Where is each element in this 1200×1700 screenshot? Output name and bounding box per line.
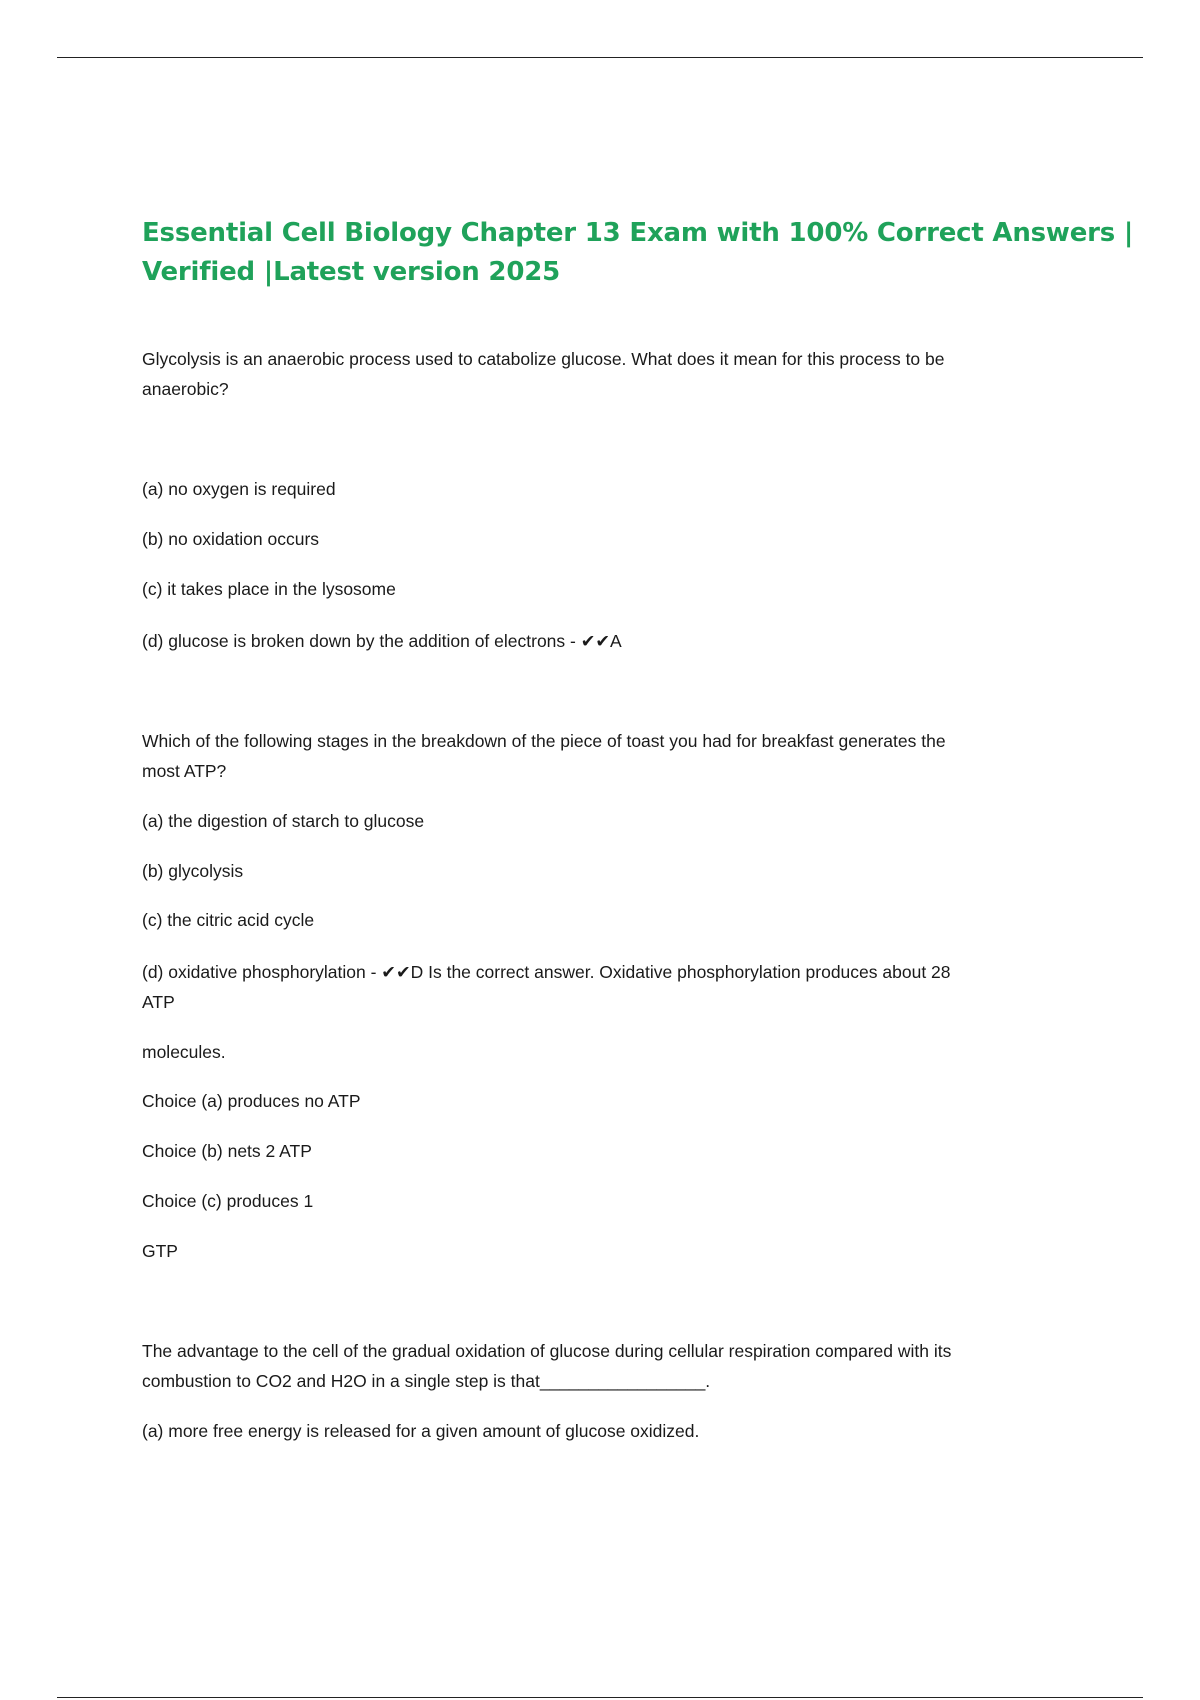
question-3-text-line-1: The advantage to the cell of the gradual oxidation of glucose during cellular respiration compared with its [142, 1341, 952, 1361]
title-line-1: Essential Cell Biology Chapter 13 Exam with 100% Correct Answers | [142, 218, 1134, 248]
question-2-explanation-1: molecules. [142, 1042, 226, 1062]
question-1-option-d: (d) glucose is broken down by the addition of electrons - ✔✔A [142, 631, 622, 651]
document-body [142, 214, 1134, 1446]
question-3-text-line-2: combustion to CO2 and H2O in a single step is that_________________. [142, 1371, 711, 1391]
question-1-text-line-2: anaerobic? [142, 379, 229, 399]
question-2-explanation-2: Choice (a) produces no ATP [142, 1091, 361, 1111]
question-1-option-b: (b) no oxidation occurs [142, 529, 320, 549]
question-2-text-line-1: Which of the following stages in the breakdown of the piece of toast you had for breakfast generates the [142, 731, 946, 751]
document-title [142, 214, 1134, 292]
question-2-option-c: (c) the citric acid cycle [142, 910, 315, 930]
question-2 [142, 726, 1042, 1266]
question-3 [142, 1336, 1042, 1446]
question-2-explanation-5: GTP [142, 1241, 178, 1261]
title-line-2: Verified |Latest version 2025 [142, 257, 560, 287]
bottom-rule [57, 1697, 1143, 1698]
question-1-option-c: (c) it takes place in the lysosome [142, 579, 396, 599]
question-2-answer-line-2: ATP [142, 992, 175, 1012]
question-2-explanation-4: Choice (c) produces 1 [142, 1191, 314, 1211]
question-1-text-line-1: Glycolysis is an anaerobic process used to catabolize glucose. What does it mean for this process to be [142, 349, 945, 369]
question-2-option-a: (a) the digestion of starch to glucose [142, 811, 425, 831]
question-2-option-b: (b) glycolysis [142, 861, 244, 881]
top-rule [57, 57, 1143, 58]
question-2-answer-line-1: (d) oxidative phosphorylation - ✔✔D Is the correct answer. Oxidative phosphorylation produces about 28 [142, 962, 951, 982]
question-2-explanation-3: Choice (b) nets 2 ATP [142, 1141, 312, 1161]
question-3-option-a: (a) more free energy is released for a given amount of glucose oxidized. [142, 1421, 700, 1441]
question-1-option-a: (a) no oxygen is required [142, 479, 336, 499]
question-1 [142, 344, 1042, 656]
question-2-text-line-2: most ATP? [142, 761, 227, 781]
